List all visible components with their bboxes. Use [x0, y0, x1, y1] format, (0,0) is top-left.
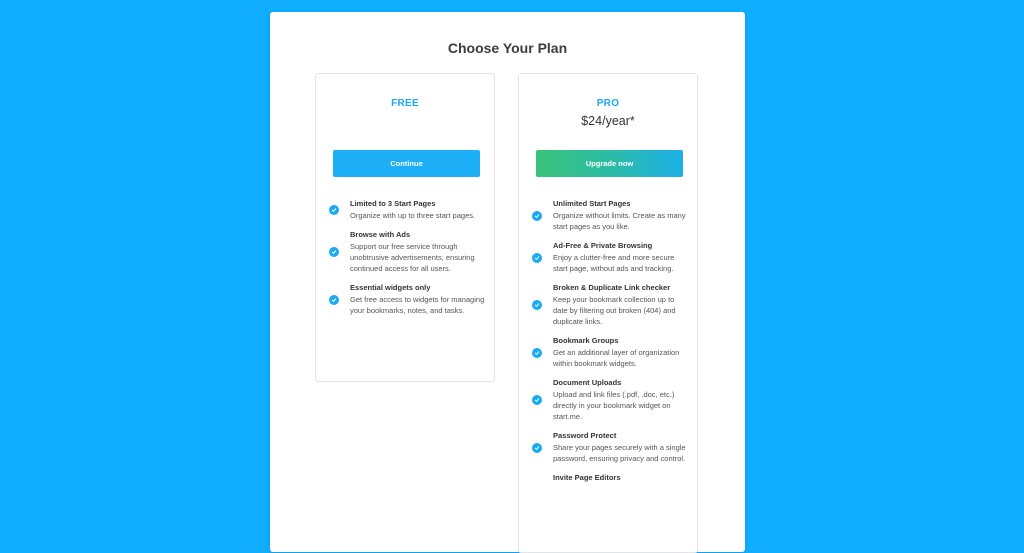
check-icon	[532, 348, 542, 358]
feature-title: Unlimited Start Pages	[553, 199, 631, 208]
check-icon	[532, 395, 542, 405]
check-icon	[329, 295, 339, 305]
free-feature-list	[329, 199, 486, 325]
feature-description: Enjoy a clutter-free and more secure start page, without ads and tracking.	[553, 253, 675, 273]
pro-plan-card	[518, 73, 698, 553]
feature-description: Organize with up to three start pages.	[350, 211, 476, 220]
feature-description: Get an additional layer of organization within bookmark widgets.	[553, 348, 680, 368]
free-plan-name: FREE	[391, 98, 419, 109]
plan-modal	[270, 12, 745, 552]
feature-description: Share your pages securely with a single password, ensuring privacy and control.	[553, 443, 686, 463]
continue-button[interactable]: Continue	[333, 150, 480, 177]
check-icon	[329, 205, 339, 215]
feature-title: Ad-Free & Private Browsing	[553, 241, 653, 250]
check-icon	[329, 247, 339, 257]
feature-description: Organize without limits. Create as many start pages as you like.	[553, 211, 686, 231]
feature-item	[532, 473, 689, 483]
page-title: Choose Your Plan	[447, 40, 568, 56]
check-icon	[532, 443, 542, 453]
feature-title: Document Uploads	[553, 378, 622, 387]
feature-description: Keep your bookmark collection up to date by filtering out broken (404) and duplicate links.	[553, 295, 676, 326]
feature-item	[532, 241, 689, 274]
feature-item	[532, 283, 689, 327]
check-icon	[532, 211, 542, 221]
feature-title: Browse with Ads	[350, 230, 411, 239]
feature-description: Get free access to widgets for managing your bookmarks, notes, and tasks.	[350, 295, 485, 315]
feature-description: Support our free service through unobtrusive advertisements, ensuring continued access for all users.	[350, 242, 475, 273]
check-icon	[532, 253, 542, 263]
feature-title: Bookmark Groups	[553, 336, 619, 345]
pro-feature-list	[532, 199, 689, 492]
feature-item	[329, 283, 486, 316]
free-plan-card	[315, 73, 495, 382]
check-icon	[532, 300, 542, 310]
feature-item	[329, 230, 486, 274]
feature-item	[532, 199, 689, 232]
feature-description: Upload and link files (.pdf, .doc, etc.) directly in your bookmark widget on start.me.	[553, 390, 675, 421]
feature-title: Limited to 3 Start Pages	[350, 199, 436, 208]
feature-item	[532, 336, 689, 369]
feature-item	[532, 378, 689, 422]
feature-title: Password Protect	[553, 431, 617, 440]
feature-item	[329, 199, 486, 221]
upgrade-now-button[interactable]: Upgrade now	[536, 150, 683, 177]
pro-plan-price: $24/year*	[581, 114, 635, 128]
feature-title: Broken & Duplicate Link checker	[553, 283, 671, 292]
feature-title: Essential widgets only	[350, 283, 431, 292]
pro-plan-name: PRO	[596, 98, 620, 109]
feature-title: Invite Page Editors	[553, 473, 621, 482]
feature-item	[532, 431, 689, 464]
